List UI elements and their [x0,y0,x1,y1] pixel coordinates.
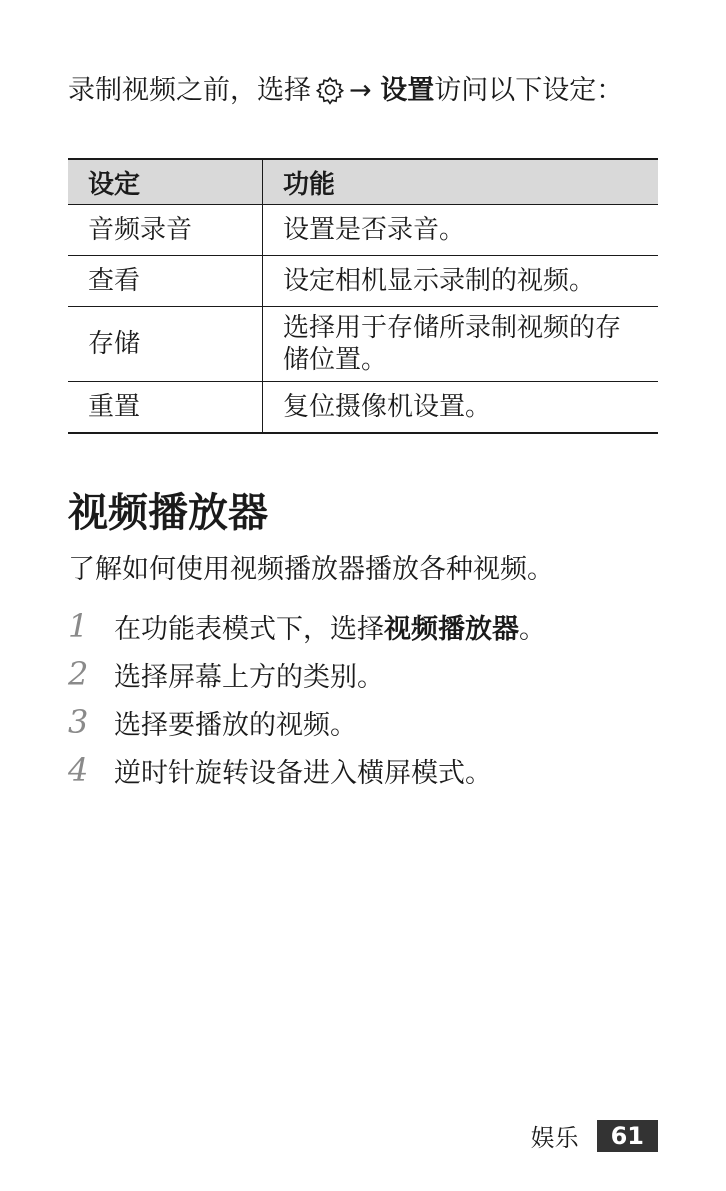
step-text: 选择屏幕上方的类别。 [114,661,384,693]
steps-list [68,602,668,794]
function-cell: 设置是否录音。 [263,205,659,256]
setting-cell: 存储 [68,307,263,382]
list-item [68,698,668,746]
header-function: 功能 [263,159,659,205]
setting-cell: 音频录音 [68,205,263,256]
step-number: 2 [68,655,89,693]
table-row [68,256,658,307]
settings-label: 设置 [380,75,435,106]
section-title: 视频播放器 [68,490,268,536]
list-item [68,602,668,650]
header-setting: 设定 [68,159,263,205]
step-number: 4 [68,751,89,789]
step-text: 逆时针旋转设备进入横屏模式。 [114,757,492,789]
function-cell: 设定相机显示录制的视频。 [263,256,659,307]
intro-text-end: 访问以下设定： [434,75,624,106]
step-text: 在功能表模式下，选择视频播放器。 [114,613,546,645]
table-row [68,205,658,256]
function-cell: 选择用于存储所录制视频的存储位置。 [263,307,659,382]
list-item [68,746,668,794]
step-number: 3 [68,703,89,741]
intro-paragraph [68,72,628,116]
setting-cell: 重置 [68,382,263,434]
section-description: 了解如何使用视频播放器播放各种视频。 [68,554,554,585]
table-row [68,382,658,434]
settings-table [68,158,658,434]
setting-cell: 查看 [68,256,263,307]
page-number: 61 [597,1120,658,1152]
video-player-label: 视频播放器 [384,613,519,645]
footer-section-name: 娱乐 [530,1124,579,1152]
table-header-row [68,159,658,205]
arrow: → [349,75,372,106]
list-item [68,650,668,698]
intro-text: 录制视频之前，选择 [68,75,311,106]
page-footer [531,1118,658,1153]
step-number: 1 [68,607,89,645]
table-row [68,307,658,382]
step-text: 选择要播放的视频。 [114,709,357,741]
function-cell: 复位摄像机设置。 [263,382,659,434]
gear-icon [315,75,345,116]
